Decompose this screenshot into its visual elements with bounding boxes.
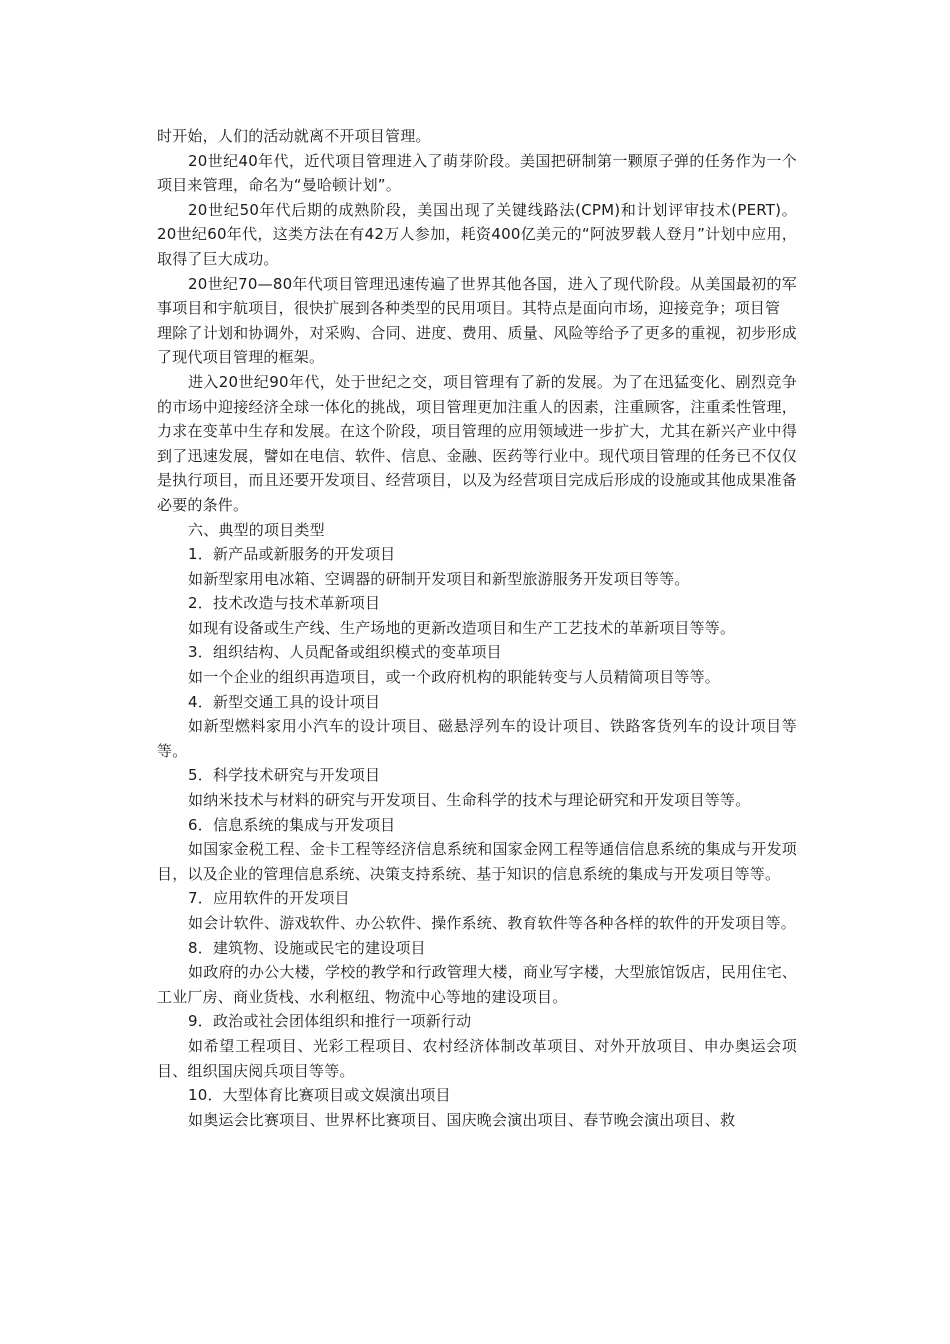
item-body-8: 如政府的办公大楼，学校的教学和行政管理大楼，商业写字楼，大型旅馆饭店，民用住宅、工业厂房、商业货栈、水利枢纽、物流中心等地的建设项目。 xyxy=(157,963,797,1006)
item-body-6: 如国家金税工程、金卡工程等经济信息系统和国家金网工程等通信信息系统的集成与开发项目，以及企业的管理信息系统、决策支持系统、基于知识的信息系统的集成与开发项目等等。 xyxy=(157,840,797,883)
item-heading-7: 7．应用软件的开发项目 xyxy=(188,889,350,908)
item-heading-8: 8．建筑物、设施或民宅的建设项目 xyxy=(188,938,426,957)
item-body-5: 如纳米技术与材料的研究与开发项目、生命科学的技术与理论研究和开发项目等等。 xyxy=(188,791,751,810)
document-page xyxy=(157,124,797,1132)
item-heading-9: 9．政治或社会团体组织和推行一项新行动 xyxy=(188,1012,472,1031)
paragraph-1990s: 进入20世纪90年代，处于世纪之交，项目管理有了新的发展。为了在迅猛变化、剧烈竞争的市场中迎接经济全球一体化的挑战，项目管理更加注重人的因素，注重顾客，注重柔性管理，力求在变革中生存和发展。在这个阶段，项目管理的应用领域进一步扩大，尤其在新兴产业中得到了迅速发展，譬如在电信、软件、信息、金融、医药等行业中。现代项目管理的任务已不仅仅是执行项目，而且还要开发项目、经营项目，以及为经营项目完成后形成的设施或其他成果准备必要的条件。 xyxy=(157,372,797,514)
item-body-3: 如一个企业的组织再造项目，或一个政府机构的职能转变与人员精简项目等等。 xyxy=(188,668,721,687)
item-body-1: 如新型家用电冰箱、空调器的研制开发项目和新型旅游服务开发项目等等。 xyxy=(188,569,690,588)
paragraph-1940s: 20世纪40年代，近代项目管理进入了萌芽阶段。美国把研制第一颗原子弹的任务作为一个项目来管理，命名为“曼哈顿计划”。 xyxy=(157,151,797,195)
item-heading-1: 1．新产品或新服务的开发项目 xyxy=(188,545,396,564)
item-body-9: 如希望工程项目、光彩工程项目、农村经济体制改革项目、对外开放项目、申办奥运会项目、组织国庆阅兵项目等等。 xyxy=(157,1036,797,1080)
item-body-4: 如新型燃料家用小汽车的设计项目、磁悬浮列车的设计项目、铁路客货列车的设计项目等等。 xyxy=(157,717,797,760)
item-heading-6: 6．信息系统的集成与开发项目 xyxy=(188,815,396,834)
paragraph-1970s-continued: 理除了计划和协调外，对采购、合同、进度、费用、质量、风险等给予了更多的重视，初步形成了现代项目管理的框架。 xyxy=(157,323,797,367)
item-heading-2: 2．技术改造与技术革新项目 xyxy=(188,594,381,613)
paragraph-1970s: 20世纪70—80年代项目管理迅速传遍了世界其他各国，进入了现代阶段。从美国最初的军事项目和宇航项目，很快扩展到各种类型的民用项目。其特点是面向市场，迎接竞争；项目管 xyxy=(157,274,797,318)
item-heading-5: 5．科学技术研究与开发项目 xyxy=(188,766,381,785)
paragraph-1950s: 20世纪50年代后期的成熟阶段，美国出现了关键线路法(CPM)和计划评审技术(PERT)。20世纪60年代，这类方法在有42万人参加，耗资400亿美元的“阿波罗载人登月”计划中应用，取得了巨大成功。 xyxy=(157,200,797,268)
item-heading-3: 3．组织结构、人员配备或组织模式的变革项目 xyxy=(188,643,502,662)
item-body-2: 如现有设备或生产线、生产场地的更新改造项目和生产工艺技术的革新项目等等。 xyxy=(188,618,736,637)
item-body-10: 如奥运会比赛项目、世界杯比赛项目、国庆晚会演出项目、春节晚会演出项目、救 xyxy=(188,1110,736,1129)
paragraph-continuation: 时开始，人们的活动就离不开项目管理。 xyxy=(157,127,431,145)
item-heading-10: 10．大型体育比赛项目或文娱演出项目 xyxy=(188,1086,451,1105)
item-heading-4: 4．新型交通工具的设计项目 xyxy=(188,692,381,711)
item-body-7: 如会计软件、游戏软件、办公软件、操作系统、教育软件等各种各样的软件的开发项目等。 xyxy=(188,914,797,932)
section-heading: 六、典型的项目类型 xyxy=(188,520,325,539)
